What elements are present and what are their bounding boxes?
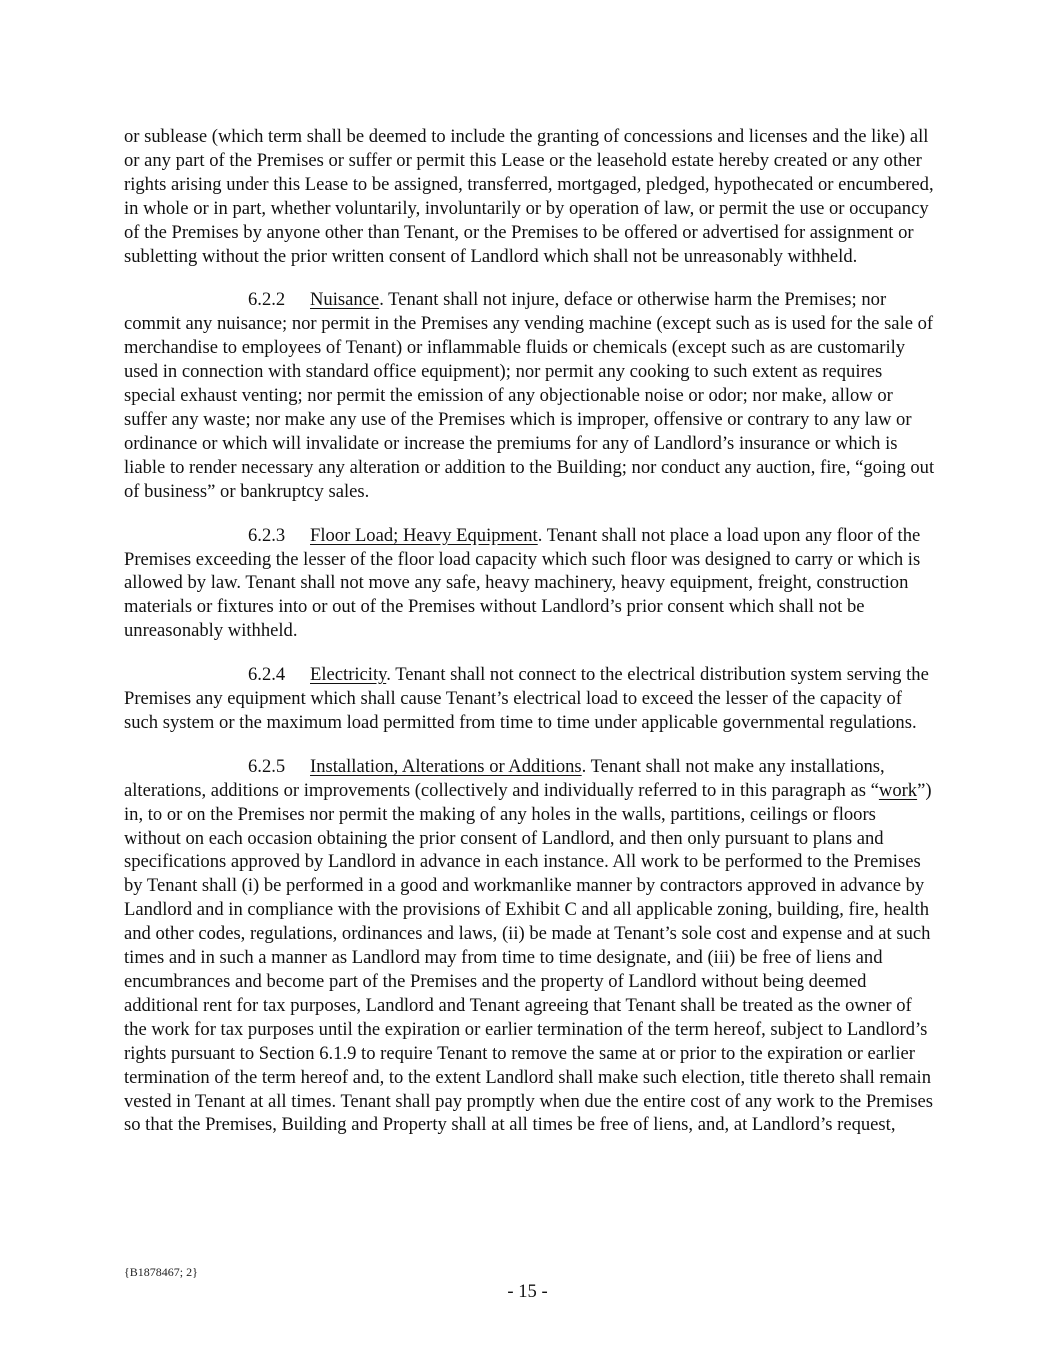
section-6-2-3 [124, 524, 936, 644]
section-text-continued: ”) in, to or on the Premises nor permit the making of any holes in the walls, partitions, ceilings or floors without on each occasion obtaining the prior consent of Landlord, and then only pursuant to plans and specifications approved by Landlord in advance in each instance. All work to be performed to the Premises by Tenant shall (i) be performed in a good and workmanlike manner by contractors approved in advance by Landlord and in compliance with the provisions of Exhibit C and all applicable zoning, building, fire, health and other codes, regulations, ordinances and laws, (ii) be made at Tenant’s sole cost and expense and at such times and in such a manner as Landlord may from time to time designate, and (iii) be free of liens and encumbrances and become part of the Premises and the property of Landlord without being deemed additional rent for tax purposes, Landlord and Tenant agreeing that Tenant shall be treated as the owner of the work for tax purposes until the expiration or earlier termination of the term hereof, subject to Landlord’s rights pursuant to Section 6.1.9 to require Tenant to remove the same at or prior to the expiration or earlier termination of the term hereof and, to the extent Landlord shall make such election, title thereto shall remain vested in Tenant at all times. Tenant shall pay promptly when due the entire cost of any work to the Premises so that the Premises, Building and Property shall at all times be free of liens, and, at Landlord’s request, [124, 779, 933, 1136]
defined-term-work: work [878, 779, 918, 801]
section-number: 6.2.4 [248, 664, 286, 686]
section-heading: Electricity [310, 664, 387, 686]
section-6-2-2 [124, 288, 936, 503]
section-6-2-5 [124, 755, 936, 1138]
section-heading: Installation, Alterations or Additions [310, 755, 582, 777]
section-6-2-4 [124, 663, 936, 735]
section-heading: Nuisance [310, 289, 380, 311]
section-text: . Tenant shall not injure, deface or otherwise harm the Premises; nor commit any nuisance; nor permit in the Premises any vending machine (except such as is used for the sale of merchandise to employees of Tenant) or inflammable fluids or chemicals (except such as are customarily used in connection with standard office equipment); nor permit any cooking to such extent as requires special exhaust venting; nor permit the emission of any objectionable noise or odor; nor make, allow or suffer any waste; nor make any use of the Premises which is improper, offensive or contrary to any law or ordinance or which will invalidate or increase the premiums for any of Landlord’s insurance or which is liable to render necessary any alteration or addition to the Building; nor conduct any auction, fire, “going out of business” or bankruptcy sales. [124, 289, 935, 502]
document-code: {B1878467; 2} [124, 1265, 198, 1279]
section-text: . Tenant shall not make any installations, alterations, additions or improvements (collectively and individually referred to in this paragraph as “ [124, 755, 885, 801]
document-page [124, 125, 936, 1157]
section-number: 6.2.5 [248, 755, 286, 777]
section-text: . Tenant shall not place a load upon any floor of the Premises exceeding the lesser of the floor load capacity which such floor was designed to carry or which is allowed by law. Tenant shall not move any safe, heavy machinery, heavy equipment, freight, construction materials or fixtures into or out of the Premises without Landlord’s prior consent which shall not be unreasonably withheld. [124, 524, 921, 642]
section-text: . Tenant shall not connect to the electrical distribution system serving the Premises any equipment which shall cause Tenant’s electrical load to exceed the lesser of the capacity of such system or the maximum load permitted from time to time under applicable governmental regulations. [124, 664, 929, 733]
section-heading: Floor Load; Heavy Equipment [310, 524, 538, 546]
section-number: 6.2.2 [248, 289, 286, 311]
page-number: - 15 - [507, 1281, 548, 1302]
section-number: 6.2.3 [248, 524, 286, 546]
intro-paragraph: or sublease (which term shall be deemed to include the granting of concessions and licenses and the like) all or any part of the Premises or suffer or permit this Lease or the leasehold estate hereby created or any other rights arising under this Lease to be assigned, transferred, mortgaged, pledged, hypothecated or encumbered, in whole or in part, whether voluntarily, involuntarily or by operation of law, or permit the use or occupancy of the Premises by anyone other than Tenant, or the Premises to be offered or advertised for assignment or subletting without the prior written consent of Landlord which shall not be unreasonably withheld. [124, 126, 934, 267]
